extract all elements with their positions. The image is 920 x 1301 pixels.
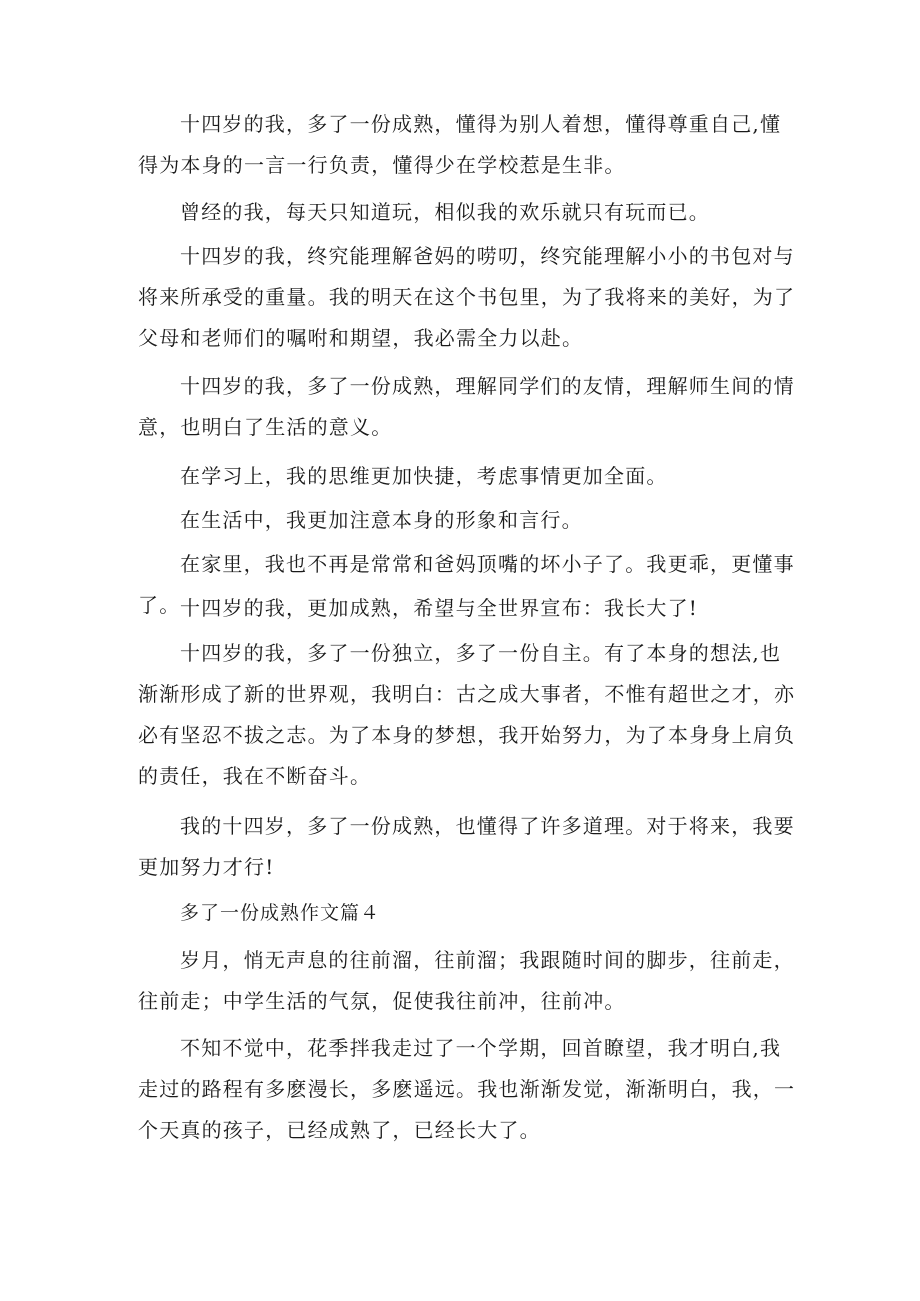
paragraph-3: 十四岁的我，终究能理解爸妈的唠叨，终究能理解小小的书包对与将来所承受的重量。我的明天在这个书包里，为了我将来的美好，为了父母和老师们的嘱咐和期望，我必需全力以赴。 [138,244,796,350]
section-paragraph-1: 岁月，悄无声息的往前溜，往前溜；我跟随时间的脚步，往前走，往前走；中学生活的气氛，促使我往前冲，往前冲。 [138,948,795,1013]
paragraph-8: 十四岁的我，更加成熟，希望与全世界宣布：我长大了! [180,596,699,620]
paragraph-6: 在生活中，我更加注意本身的形象和言行。 [180,508,583,532]
section-heading: 多了一份成熟作文篇４ [180,902,381,924]
paragraph-4: 十四岁的我，多了一份成熟，理解同学们的友情，理解师生间的情意，也明白了生活的意义。 [138,374,795,439]
paragraph-7: 在家里，我也不再是常常和爸妈顶嘴的坏小子了。我更乖，更懂事了。 [138,552,795,617]
paragraph-1: 十四岁的我，多了一份成熟，懂得为别人着想，懂得尊重自己,懂得为本身的一言一行负责，懂得少在学校惹是生非。 [138,112,782,177]
paragraph-10: 我的十四岁，多了一份成熟，也懂得了许多道理。对于将来，我要更加努力才行! [138,814,795,879]
section-paragraph-2: 不知不觉中，花季拌我走过了一个学期，回首瞭望，我才明白,我走过的路程有多麽漫长，多麽遥远。我也渐渐发觉，渐渐明白，我，一个天真的孩子，已经成熟了，已经长大了。 [138,1036,796,1142]
paragraph-5: 在学习上，我的思维更加快捷，考虑事情更加全面。 [180,464,668,488]
paragraph-2: 曾经的我，每天只知道玩，相似我的欢乐就只有玩而已。 [180,200,710,224]
paragraph-9: 十四岁的我，多了一份独立，多了一份自主。有了本身的想法,也渐渐形成了新的世界观，我明白：古之成大事者，不惟有超世之才，亦必有坚忍不拔之志。为了本身的梦想，我开始努力，为了本身身上肩负的责任，我在不断奋斗。 [138,641,796,788]
